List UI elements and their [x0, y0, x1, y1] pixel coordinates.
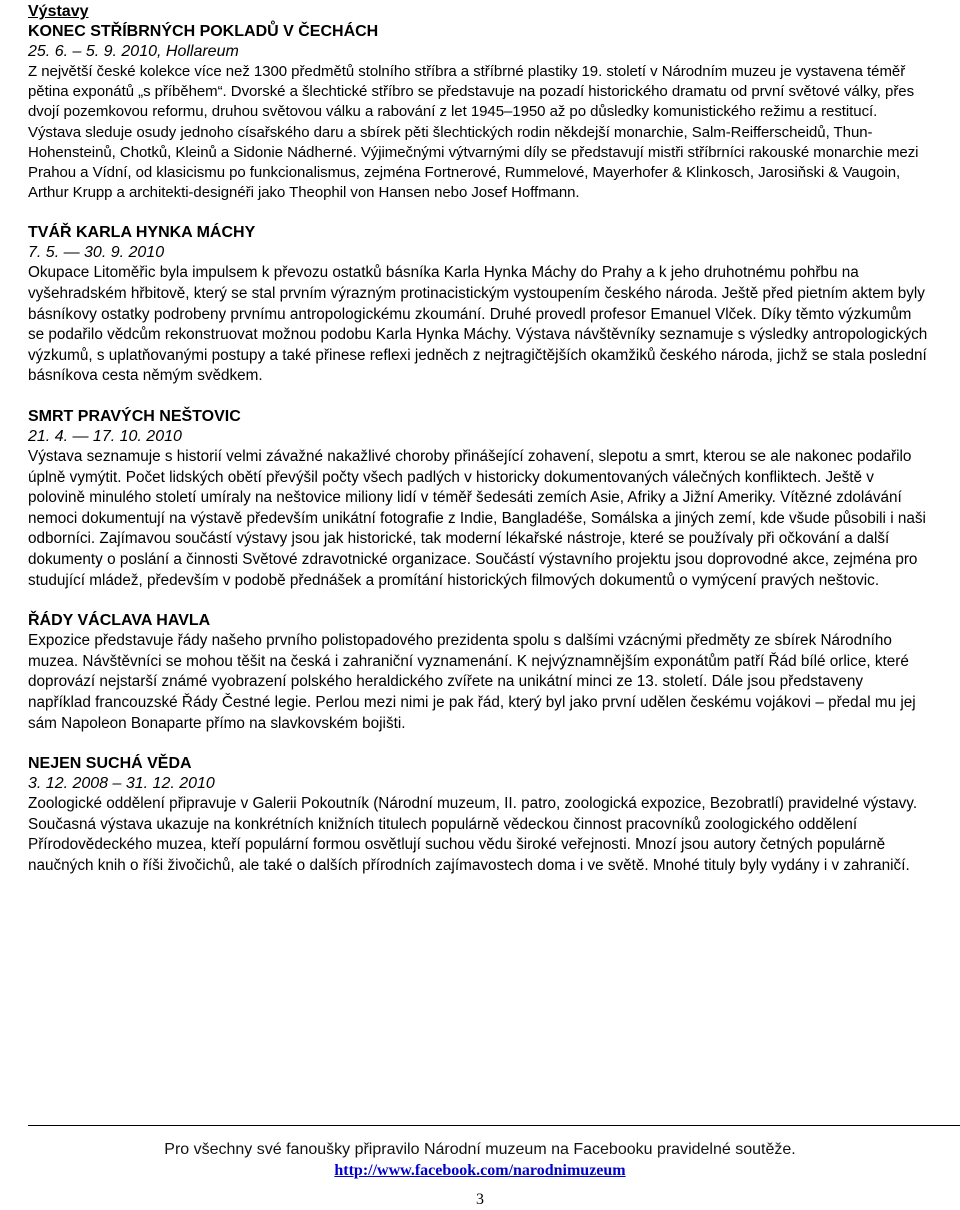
exhibition-dates: 3. 12. 2008 – 31. 12. 2010 [28, 775, 215, 793]
exhibition-nejen-sucha-veda [28, 754, 928, 876]
section-heading: Výstavy [28, 3, 89, 20]
exhibition-dates: 25. 6. – 5. 9. 2010, Hollareum [28, 43, 239, 60]
exhibition-description: Okupace Litoměřic byla impulsem k převozu ostatků básníka Karla Hynka Máchy do Prahy a k jeho druhotnému pohřbu na vyšehradském hřbitově, který se stal prvním výrazným protinacistickým vystoupením českého národa. Ještě před pietním aktem byly básníkovy ostatky podrobeny prvnímu antropologickému zkoumání. Druhé provedl profesor Emanuel Vlček. Díky těmto výzkumům se podařilo vědcům rekonstruovat možnou podobu Karla Hynka Máchy. Výstava návštěvníky seznamuje s výsledky antropologických výzkumů, s uplatňovanými postupy a také přinese reflexi jedněch z nejtragičtějších okamžiků českého národa, jichž se stala poslední básníkova cesta němým svědkem. [28, 264, 928, 385]
exhibition-title: KONEC STŘÍBRNÝCH POKLADŮ V ČECHÁCH [28, 23, 379, 40]
exhibition-tvar-karla-hynka-machy [28, 223, 928, 387]
footer-divider [28, 1125, 960, 1126]
exhibition-title: SMRT PRAVÝCH NEŠTOVIC [28, 407, 241, 425]
exhibition-description: Z největší české kolekce více než 1300 předmětů stolního stříbra a stříbrné plastiky 19. století v Národním muzeu je vystavena téměř pětina exponátů „s příběhem“. Dvorské a šlechtické stříbro se představuje na pozadí historického dramatu od první světové války, přes dvojí pozemkovou reformu, druhou světovou válku a rabování z let 1945–1950 až po důsledky komunistického režimu a restitucí. Výstava sleduje osudy jednoho císařského daru a sbírek pěti šlechtických rodin někdejší monarchie, Salm-Reifferscheidů, Thun-Hohensteinů, Chotků, Kleinů a Sidonie Nádherné. Výjimečnými výtvarnými díly se představují mistři stříbrníci rakouské monarchie mezi Prahou a Vídní, od klasicismu po funkcionalismus, zejména Fortnerové, Rummelové, Mayerhofer & Klinkosch, Jarosiňski & Vaugoin, Arthur Krupp a architekti-designéři jako Theophil von Hansen nebo Josef Hoffmann. [28, 63, 919, 202]
exhibition-description: Zoologické oddělení připravuje v Galerii Pokoutník (Národní muzeum, II. patro, zoologická expozice, Bezobratlí) pravidelné výstavy. Současná výstava ukazuje na konkrétních knižních titulech populárně vědeckou činnost pracovníků zoologického oddělení Přírodovědeckého muzea, kteří populární formou osvětlují suchou vědu široké veřejnosti. Mnozí jsou autory četných populárně naučných knih o říši živočichů, ale také o dalších přírodních zajímavostech doma i ve světě. Mnohé tituly byly vydány i v zahraničí. [28, 795, 918, 874]
exhibition-title: TVÁŘ KARLA HYNKA MÁCHY [28, 224, 256, 242]
exhibition-dates: 21. 4. — 17. 10. 2010 [28, 427, 182, 445]
exhibition-title: ŘÁDY VÁCLAVA HAVLA [28, 612, 211, 630]
footer-note: Pro všechny své fanoušky připravilo Národní muzeum na Facebooku pravidelné soutěže. [164, 1141, 796, 1158]
exhibition-konec-stribrnych-pokladu [28, 22, 928, 203]
facebook-link[interactable]: http://www.facebook.com/narodnimuzeum [334, 1162, 626, 1179]
exhibition-dates: 7. 5. — 30. 9. 2010 [28, 244, 165, 262]
page-number: 3 [476, 1191, 484, 1208]
exhibition-title: NEJEN SUCHÁ VĚDA [28, 755, 192, 773]
exhibition-smrt-pravych-nestovic [28, 407, 928, 591]
exhibition-rady-vaclava-havla [28, 611, 928, 734]
footer-link-wrapper [0, 1161, 960, 1181]
exhibition-description: Expozice představuje řády našeho prvního polistopadového prezidenta spolu s dalšími vzácnými předměty ze sbírek Národního muzea. Návštěvníci se mohou těšit na česká i zahraniční vyznamenání. K nejvýznamnějším exponátům patří Řád bílé orlice, které doprovází nejstarší známé vyobrazení polského heraldického zvířete na unikátní minci ze 13. století. Dále jsou představeny například francouzské Řády Čestné legie. Perlou mezi nimi je pak řád, který byl jako první udělen českému vojákovi – předal mu jej sám Napoleon Bonaparte přímo na slavkovském bojišti. [28, 632, 916, 732]
document-page [28, 2, 928, 876]
exhibition-description: Výstava seznamuje s historií velmi závažné nakažlivé choroby přinášející zohavení, slepotu a smrt, kterou se ale nakonec podařilo úplně vymýtit. Počet lidských obětí převýšil počty všech padlých v historicky dokumentovaných válečných konfliktech. Ještě v polovině minulého století umíraly na neštovice miliony lidí v téměř šedesáti zemích Asie, Afriky a Jižní Ameriky. Vítězné zdolávání nemoci dokumentují na výstavě především unikátní fotografie z Indie, Bangladéše, Somálska a jiných zemí, kde všude působili i naši odborníci. Zajímavou součástí výstavy jsou jak historické, tak moderní lékařské nástroje, které se používaly při očkování a další dokumenty o poslání a činnosti Světové zdravotnické organizace. Součástí výstavního projektu jsou doprovodné akce, zejména pro studující mládež, především v podobě přednášek a promítání historických filmových dokumentů o vymýcení pravých neštovic. [28, 447, 926, 589]
